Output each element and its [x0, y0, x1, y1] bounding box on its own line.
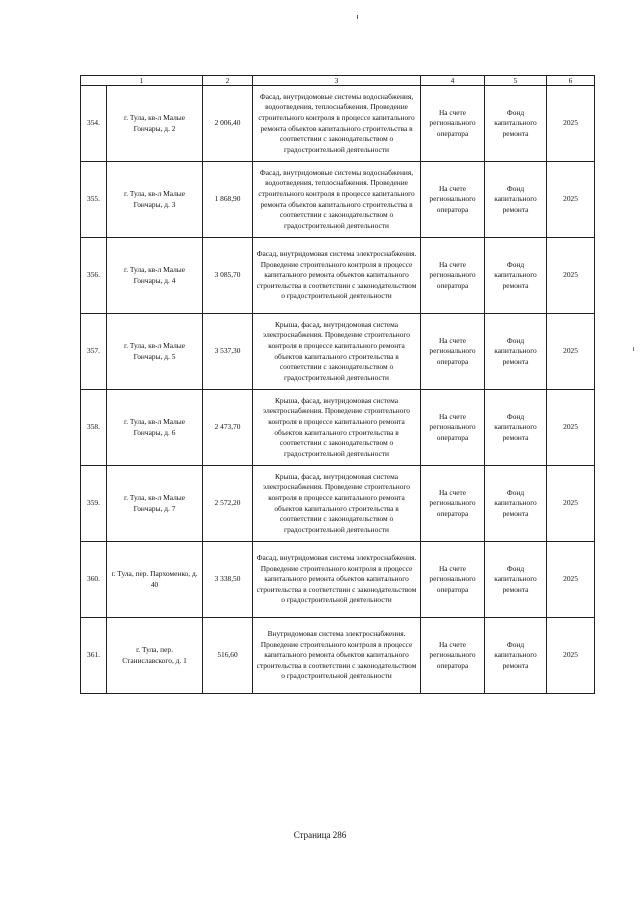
column-numbers-row — [81, 76, 595, 86]
works-description-cell: Фасад, внутридомовая система электроснабжения. Проведение строительного контроля в процессе капитального ремонта объектов капитального строительства в соответствии с законодательством о градостроительной деятельности — [253, 542, 421, 618]
funding-source-cell: Фонд капитального ремонта — [485, 86, 547, 162]
year-cell: 2025 — [547, 314, 595, 390]
funding-source-cell: Фонд капитального ремонта — [485, 162, 547, 238]
address-cell: г. Тула, кв-л Малые Гончары, д. 7 — [107, 466, 203, 542]
address-cell: г. Тула, пер. Станиславского, д. 1 — [107, 618, 203, 694]
year-cell: 2025 — [547, 618, 595, 694]
funding-source-cell: Фонд капитального ремонта — [485, 314, 547, 390]
works-description-cell: Крыша, фасад, внутридомовая система электроснабжения. Проведение строительного контроля в процессе капитального ремонта объектов капитального строительства в соответствии с законодательством о градостроительной деятельности — [253, 390, 421, 466]
column-number: 2 — [203, 76, 253, 86]
row-number: 359. — [81, 466, 107, 542]
row-number: 361. — [81, 618, 107, 694]
area-cell: 3 537,30 — [203, 314, 253, 390]
funding-account-cell: На счете регионального оператора — [421, 162, 485, 238]
funding-account-cell: На счете регионального оператора — [421, 238, 485, 314]
works-description-cell: Фасад, внутридомовые системы водоснабжения, водоотведения, теплоснабжения. Проведение строительного контроля в процессе капитального ремонта объектов капитального строительства в соответствии с законодательством о градостроительной деятельности — [253, 162, 421, 238]
works-description-cell: Крыша, фасад, внутридомовая система электроснабжения. Проведение строительного контроля в процессе капитального ремонта объектов капитального строительства в соответствии с законодательством о градостроительной деятельности — [253, 466, 421, 542]
year-cell: 2025 — [547, 542, 595, 618]
repair-program-table — [80, 75, 595, 694]
column-number: 3 — [253, 76, 421, 86]
column-number: 1 — [81, 76, 203, 86]
row-number: 354. — [81, 86, 107, 162]
area-cell: 2 006,40 — [203, 86, 253, 162]
column-number: 6 — [547, 76, 595, 86]
row-number: 358. — [81, 390, 107, 466]
column-number: 4 — [421, 76, 485, 86]
works-description-cell: Фасад, внутридомовые системы водоснабжения, водоотведения, теплоснабжения. Проведение строительного контроля в процессе капитального ремонта объектов капитального строительства в соответствии с законодательством о градостроительной деятельности — [253, 86, 421, 162]
scan-mark — [633, 347, 634, 351]
funding-account-cell: На счете регионального оператора — [421, 86, 485, 162]
row-number: 360. — [81, 542, 107, 618]
funding-source-cell: Фонд капитального ремонта — [485, 466, 547, 542]
table-row — [81, 86, 595, 162]
row-number: 355. — [81, 162, 107, 238]
table-row — [81, 618, 595, 694]
year-cell: 2025 — [547, 466, 595, 542]
works-description-cell: Крыша, фасад, внутридомовая система электроснабжения. Проведение строительного контроля в процессе капитального ремонта объектов капитального строительства в соответствии с законодательством о градостроительной деятельности — [253, 314, 421, 390]
address-cell: г. Тула, кв-л Малые Гончары, д. 3 — [107, 162, 203, 238]
table-row — [81, 466, 595, 542]
funding-account-cell: На счете регионального оператора — [421, 314, 485, 390]
funding-account-cell: На счете регионального оператора — [421, 390, 485, 466]
area-cell: 516,60 — [203, 618, 253, 694]
address-cell: г. Тула, кв-л Малые Гончары, д. 4 — [107, 238, 203, 314]
funding-account-cell: На счете регионального оператора — [421, 618, 485, 694]
funding-source-cell: Фонд капитального ремонта — [485, 390, 547, 466]
scan-mark — [357, 15, 358, 19]
works-description-cell: Внутридомовая система электроснабжения. Проведение строительного контроля в процессе капитального ремонта объектов капитального строительства в соответствии с законодательством о градостроительной деятельности — [253, 618, 421, 694]
table-row — [81, 390, 595, 466]
address-cell: г. Тула, кв-л Малые Гончары, д. 6 — [107, 390, 203, 466]
area-cell: 1 868,90 — [203, 162, 253, 238]
year-cell: 2025 — [547, 86, 595, 162]
row-number: 356. — [81, 238, 107, 314]
works-description-cell: Фасад, внутридомовая система электроснабжения. Проведение строительного контроля в процессе капитального ремонта объектов капитального строительства в соответствии с законодательством о градостроительной деятельности — [253, 238, 421, 314]
page-number: Страница 286 — [293, 830, 347, 840]
table-row — [81, 314, 595, 390]
table-row — [81, 162, 595, 238]
row-number: 357. — [81, 314, 107, 390]
address-cell: г. Тула, кв-л Малые Гончары, д. 5 — [107, 314, 203, 390]
address-cell: г. Тула, кв-л Малые Гончары, д. 2 — [107, 86, 203, 162]
area-cell: 2 572,20 — [203, 466, 253, 542]
funding-source-cell: Фонд капитального ремонта — [485, 618, 547, 694]
area-cell: 3 085,70 — [203, 238, 253, 314]
year-cell: 2025 — [547, 238, 595, 314]
column-number: 5 — [485, 76, 547, 86]
table-row — [81, 238, 595, 314]
address-cell: г. Тула, пер. Пархоменко, д. 40 — [107, 542, 203, 618]
table-body — [81, 76, 595, 694]
area-cell: 3 338,50 — [203, 542, 253, 618]
year-cell: 2025 — [547, 162, 595, 238]
funding-source-cell: Фонд капитального ремонта — [485, 542, 547, 618]
funding-source-cell: Фонд капитального ремонта — [485, 238, 547, 314]
funding-account-cell: На счете регионального оператора — [421, 542, 485, 618]
year-cell: 2025 — [547, 390, 595, 466]
area-cell: 2 473,70 — [203, 390, 253, 466]
funding-account-cell: На счете регионального оператора — [421, 466, 485, 542]
table-row — [81, 542, 595, 618]
